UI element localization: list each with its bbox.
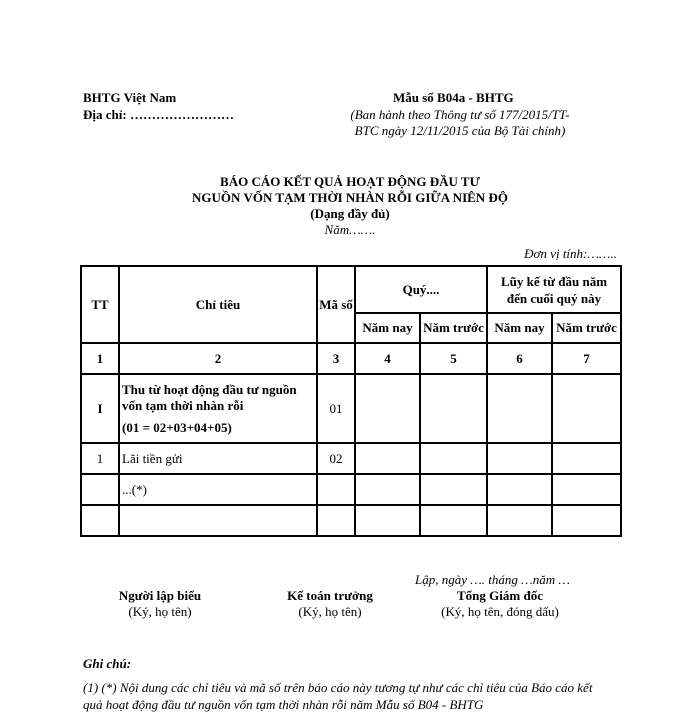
row-tt <box>81 474 119 505</box>
row-formula: (01 = 02+03+04+05) <box>122 419 232 435</box>
value-cell <box>487 443 552 474</box>
director-title: Tổng Giám đốc <box>457 588 543 603</box>
row-code: 01 <box>317 374 355 443</box>
header-tt: TT <box>81 266 119 343</box>
report-title-line2: NGUỒN VỐN TẠM THỜI NHÀN RỖI GIỮA NIÊN ĐỘ <box>192 190 508 205</box>
report-title-line1: BÁO CÁO KẾT QUẢ HOẠT ĐỘNG ĐẦU TƯ <box>220 174 480 189</box>
unit-label: Đơn vị tính:…….. <box>524 246 617 261</box>
preparer-note: (Ký, họ tên) <box>128 604 192 619</box>
preparer-title: Người lập biểu <box>118 588 202 603</box>
table-row <box>81 443 621 474</box>
column-number-row <box>81 343 621 374</box>
header-quy: Quý.... <box>355 266 487 313</box>
value-cell <box>487 374 552 443</box>
organization-name: BHTG Việt Nam <box>83 90 177 105</box>
table-row <box>81 505 621 536</box>
row-tt: 1 <box>81 443 119 474</box>
report-subtitle: (Dạng đầy đủ) <box>310 206 390 221</box>
column-number: 2 <box>119 343 317 374</box>
address-label: Địa chỉ: …………………… <box>83 107 234 122</box>
value-cell <box>552 474 621 505</box>
column-number: 5 <box>420 343 487 374</box>
report-year: Năm……. <box>324 222 376 237</box>
header-nam-truoc-quy: Năm trước <box>420 313 487 343</box>
row-label-cell <box>119 374 317 443</box>
row-code <box>317 505 355 536</box>
header-chi-tieu: Chỉ tiêu <box>119 266 317 343</box>
row-code: 02 <box>317 443 355 474</box>
value-cell <box>552 443 621 474</box>
header-nam-nay-luy-ke: Năm nay <box>487 313 552 343</box>
accountant-title: Kế toán trưởng <box>287 588 373 603</box>
column-number: 3 <box>317 343 355 374</box>
header-ma-so: Mã số <box>317 266 355 343</box>
value-cell <box>420 374 487 443</box>
header-row-1 <box>81 266 621 313</box>
row-label: Thu từ hoạt động đầu tư nguồn vốn tạm thời nhàn rỗi <box>122 381 297 413</box>
header-nam-nay-quy: Năm nay <box>355 313 420 343</box>
value-cell <box>552 374 621 443</box>
value-cell <box>487 505 552 536</box>
row-label: Lãi tiền gửi <box>119 443 317 474</box>
value-cell <box>420 474 487 505</box>
form-code-text: Mẫu số B04a - BHTG <box>393 90 514 105</box>
place-date-line: Lập, ngày …. tháng …năm … <box>415 572 570 587</box>
column-number: 6 <box>487 343 552 374</box>
accountant-note: (Ký, họ tên) <box>298 604 362 619</box>
column-number: 4 <box>355 343 420 374</box>
value-cell <box>487 474 552 505</box>
report-table <box>80 265 622 537</box>
row-tt: I <box>81 374 119 443</box>
value-cell <box>355 374 420 443</box>
row-tt <box>81 505 119 536</box>
preparer-signature <box>100 588 220 620</box>
table-row <box>81 374 621 443</box>
director-signature <box>420 588 580 620</box>
row-code <box>317 474 355 505</box>
value-cell <box>552 505 621 536</box>
director-note: (Ký, họ tên, đóng dấu) <box>441 604 559 619</box>
form-issuance-note <box>335 107 585 139</box>
notes-title: Ghi chú: <box>83 656 132 671</box>
form-note-line2: BTC ngày 12/11/2015 của Bộ Tài chính) <box>354 123 566 138</box>
note-item: (1) (*) Nội dung các chỉ tiêu và mã số trên báo cáo này tương tự như các chỉ tiêu của Báo cáo kết quả hoạt động đầu tư nguồn vốn tạm thời nhàn rỗi năm Mẫu số B04 - BHTG <box>83 680 593 712</box>
value-cell <box>355 474 420 505</box>
form-code <box>393 90 639 106</box>
accountant-signature <box>270 588 390 620</box>
row-label <box>119 505 317 536</box>
value-cell <box>420 443 487 474</box>
table-row <box>81 474 621 505</box>
column-number: 1 <box>81 343 119 374</box>
form-note-line1: (Ban hành theo Thông tư số 177/2015/TT- <box>350 107 570 122</box>
value-cell <box>355 443 420 474</box>
value-cell <box>420 505 487 536</box>
column-number: 7 <box>552 343 621 374</box>
value-cell <box>355 505 420 536</box>
row-label: ...(*) <box>119 474 317 505</box>
header-nam-truoc-luy-ke: Năm trước <box>552 313 621 343</box>
header-luy-ke: Lũy kế từ đầu năm đến cuối quý này <box>487 266 621 313</box>
